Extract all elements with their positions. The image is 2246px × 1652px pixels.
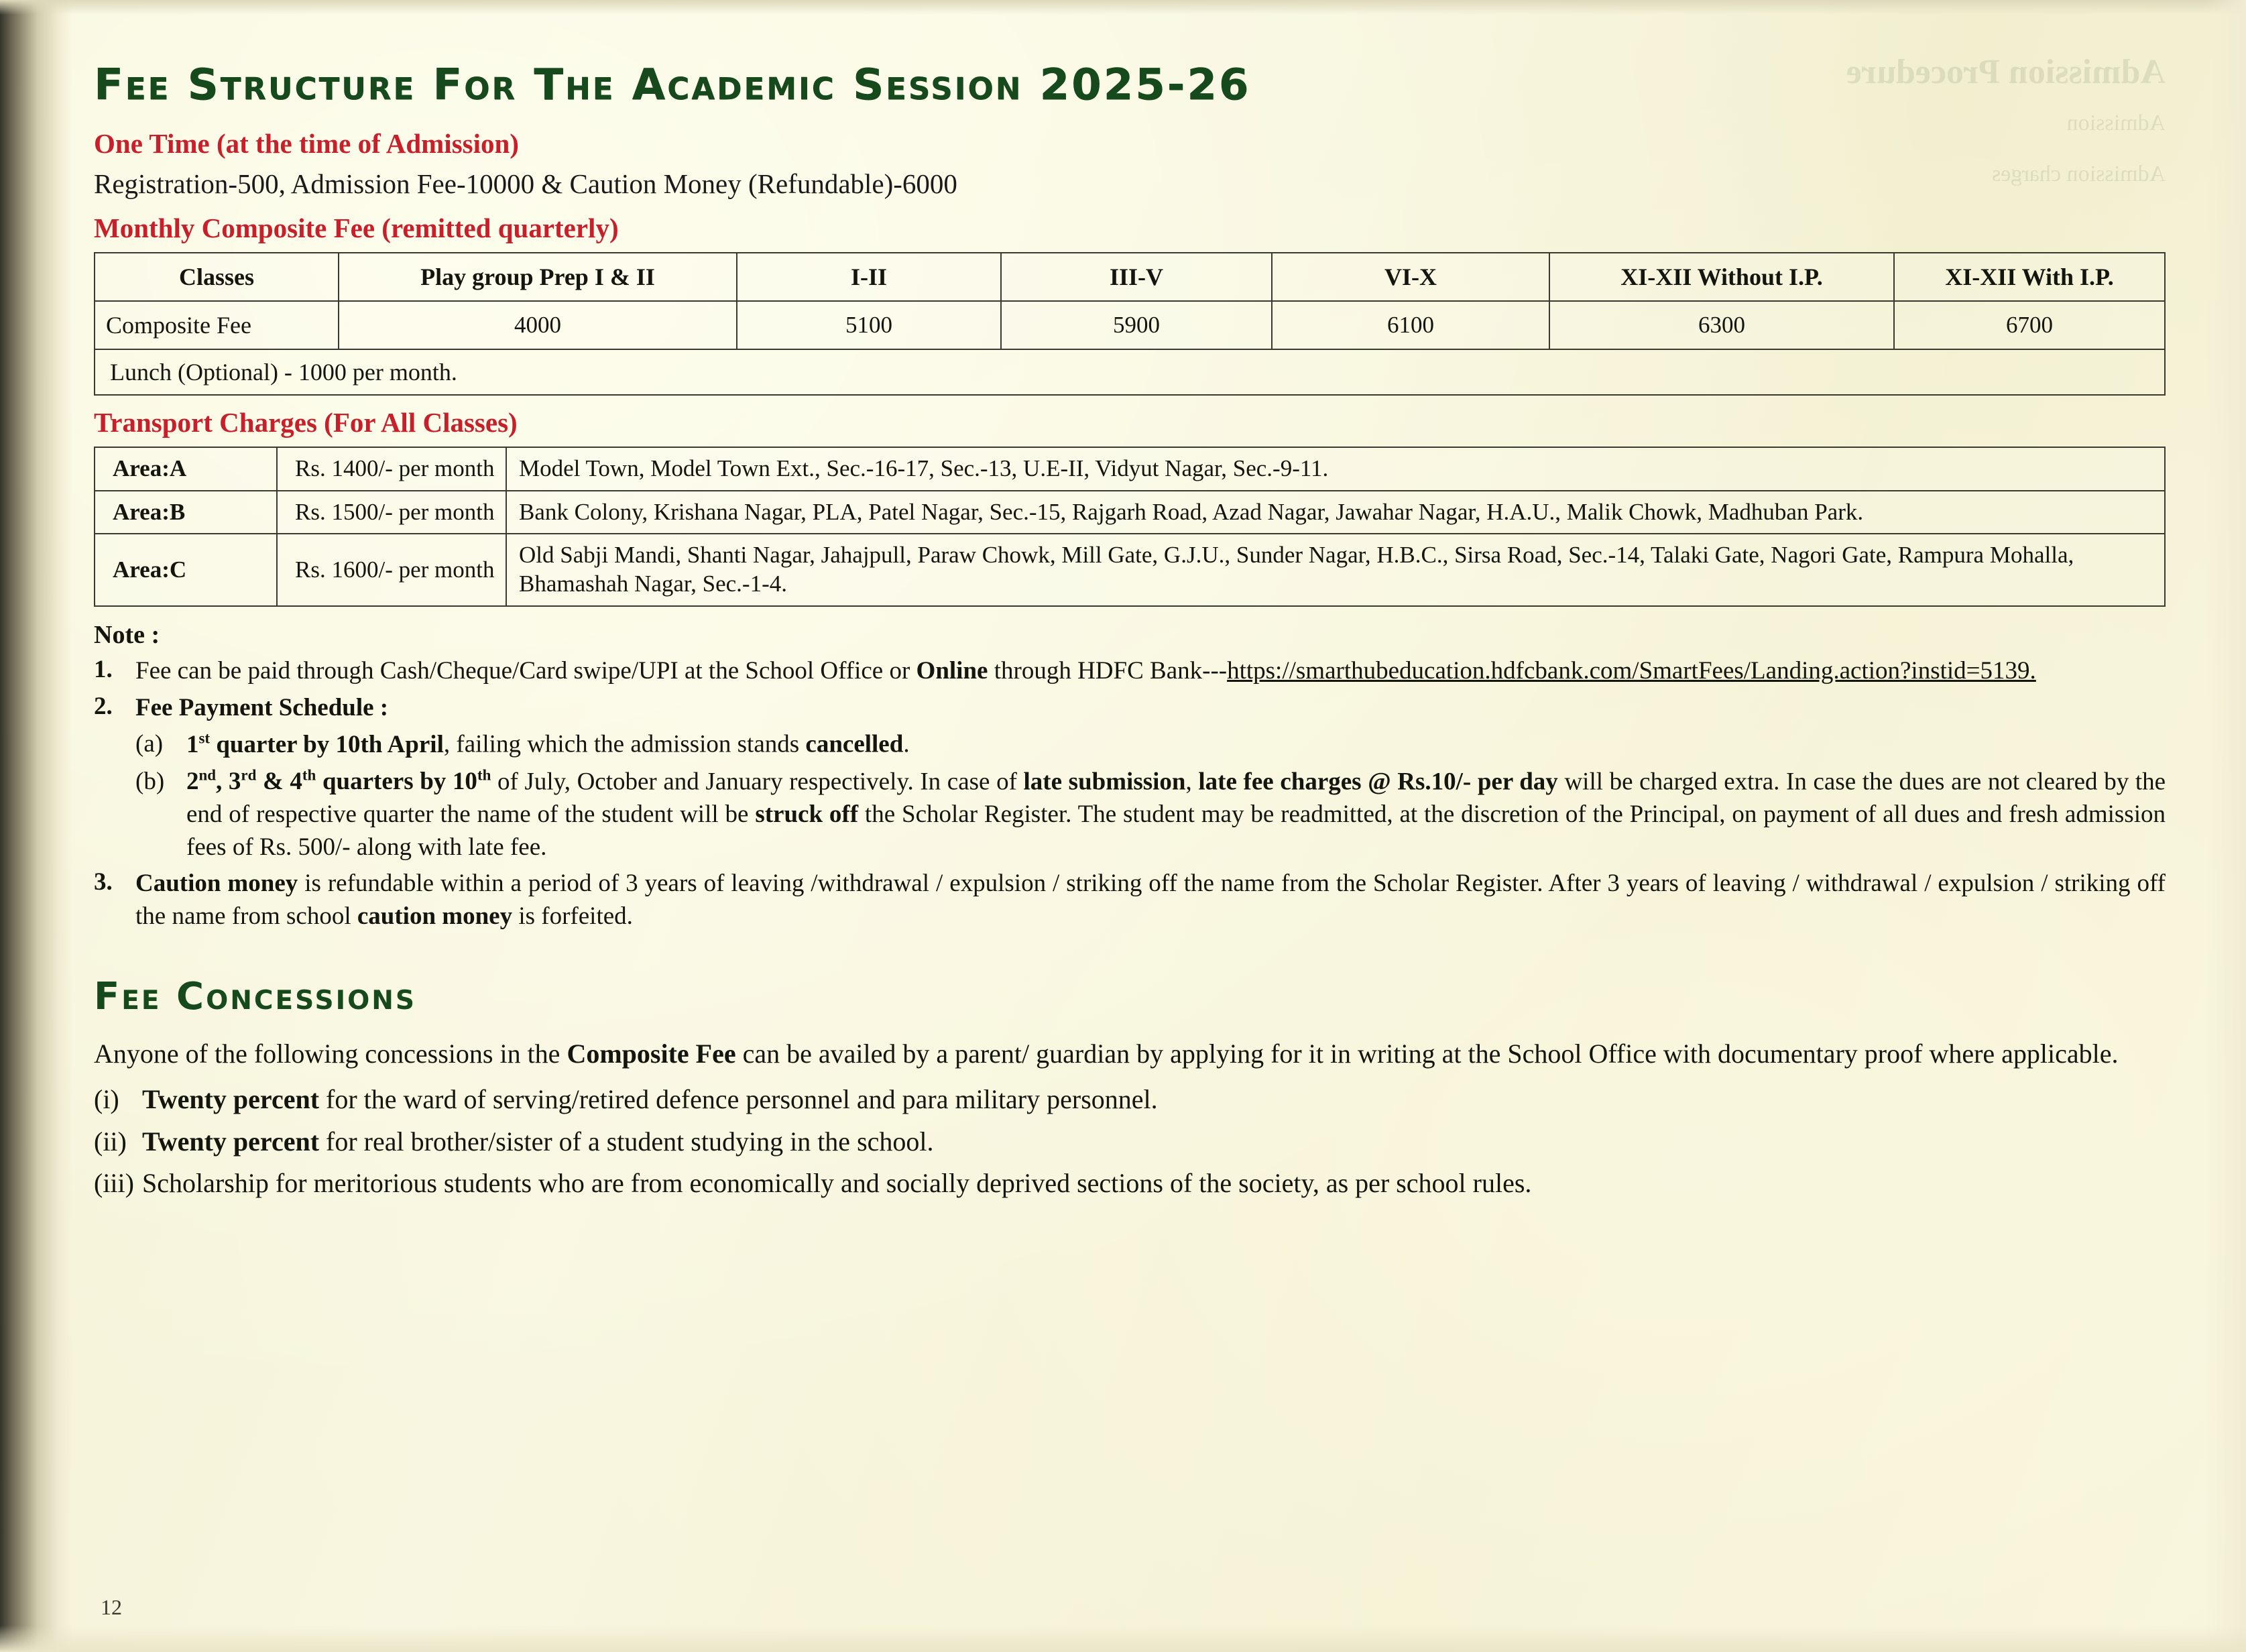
note-1-body [135, 655, 2166, 688]
hdfc-smartfees-link[interactable]: https://smarthubeducation.hdfcbank.com/SmartFees/Landing.action?instid=5139. [1227, 656, 2036, 685]
concessions-intro-bold: Composite Fee [567, 1039, 736, 1069]
note-2a-text-1: , failing which the admission stands [443, 730, 806, 758]
concession-bold-ii: Twenty percent [142, 1126, 320, 1157]
note-1-text-a: Fee can be paid through Cash/Cheque/Card swipe/UPI at the School Office or [135, 656, 917, 685]
note-2a-body [186, 728, 2166, 761]
note-2-number: 2. [94, 692, 113, 720]
note-3-body [135, 868, 2166, 933]
note-2b-bold-4: struck off [755, 800, 859, 828]
note-2b [135, 766, 2166, 864]
note-3-bold-1: Caution money [135, 870, 298, 898]
fee-col-vi-x: VI-X [1272, 253, 1549, 301]
note-item-1 [94, 655, 2166, 688]
transport-rate-a: Rs. 1400/- per month [277, 447, 506, 491]
note-3-text-2: is forfeited. [512, 902, 633, 931]
concessions-intro [94, 1036, 2166, 1072]
note-2-body [135, 692, 2166, 864]
one-time-heading: One Time (at the time of Admission) [94, 128, 519, 159]
note-2b-label: (b) [135, 767, 165, 795]
note-2b-text-3: will be charged extra. In case the dues are not cleared by the end of respective quarter the name of the student will be [186, 767, 2166, 828]
concession-rest-iii: Scholarship for meritorious students who are from economically and socially deprived sections of the society, as per school rules. [142, 1168, 1532, 1199]
note-2-title: Fee Payment Schedule : [135, 693, 389, 721]
concession-marker-i: (i) [94, 1084, 119, 1115]
concession-text-ii [142, 1124, 2166, 1160]
note-2b-bold-2: late submission [1023, 767, 1186, 795]
transport-places-b: Bank Colony, Krishana Nagar, PLA, Patel Nagar, Sec.-15, Rajgarh Road, Azad Nagar, Jawahar Nagar, H.A.U., Malik Chowk, Madhuban Park. [506, 491, 2165, 534]
transport-places-c: Old Sabji Mandi, Shanti Nagar, Jahajpull, Paraw Chowk, Mill Gate, G.J.U., Sunder Nagar, H.B.C., Sirsa Road, Sec.-14, Talaki Gate, Nagori Gate, Rampura Mohalla, Bhamashah Nagar, Sec.-1-4. [506, 534, 2165, 605]
fee-value-xi-xii-without-ip: 6300 [1549, 301, 1894, 349]
note-2b-bold-1: 2nd, 3rd & 4th quarters by 10th [186, 766, 491, 795]
scan-edge-left [0, 0, 72, 1652]
table-row [95, 534, 2165, 605]
concession-marker-iii: (iii) [94, 1168, 134, 1199]
table-row-header [95, 253, 2165, 301]
concession-text-iii [142, 1165, 2166, 1201]
fee-col-xi-xii-without-ip: XI-XII Without I.P. [1549, 253, 1894, 301]
concession-text-i [142, 1081, 2166, 1118]
fee-concessions-title: Fee Concessions [94, 975, 417, 1019]
note-item-2 [94, 692, 2166, 864]
note-2a-bold-1: 1st quarter by 10th April [186, 729, 444, 758]
list-item [94, 1081, 2166, 1118]
note-3-bold-2: caution money [357, 902, 513, 931]
table-row [95, 447, 2165, 491]
one-time-text: Registration-500, Admission Fee-10000 & Caution Money (Refundable)-6000 [94, 168, 957, 199]
ghost-line-1: Admission Procedure [1846, 53, 2166, 91]
note-item-3 [94, 868, 2166, 933]
concession-rest-i: for the ward of serving/retired defence personnel and para military personnel. [319, 1084, 1158, 1115]
scan-edge-top [0, 0, 2246, 15]
note-2b-bold-3: late fee charges @ Rs.10/- per day [1198, 767, 1558, 795]
fee-value-xi-xii-with-ip: 6700 [1894, 301, 2165, 349]
fee-col-xi-xii-with-ip: XI-XII With I.P. [1894, 253, 2165, 301]
transport-heading: Transport Charges (For All Classes) [94, 407, 518, 438]
note-3-text-1: is refundable within a period of 3 years of leaving /withdrawal / expulsion / striking off the name from the Scholar Register. After 3 years of leaving / withdrawal / expulsion / striking off the name from school [135, 870, 2166, 931]
ghost-line-2: Admission [2066, 111, 2166, 135]
concession-marker-ii: (ii) [94, 1126, 127, 1157]
transport-area-a: Area:A [95, 447, 277, 491]
transport-rate-b: Rs. 1500/- per month [277, 491, 506, 534]
page-number: 12 [101, 1595, 122, 1619]
note-1-text-b: through HDFC Bank--- [988, 656, 1228, 685]
note-2b-text-4: the Scholar Register. The student may be readmitted, at the discretion of the Principal, on payment of all dues and fresh admission fees of Rs. 500/- along with late fee. [186, 800, 2166, 861]
transport-places-a: Model Town, Model Town Ext., Sec.-16-17, Sec.-13, U.E-II, Vidyut Nagar, Sec.-9-11. [506, 447, 2165, 491]
transport-rate-c: Rs. 1600/- per month [277, 534, 506, 605]
ghost-line-3: Admission charges [1991, 162, 2166, 186]
list-item [94, 1165, 2166, 1201]
fee-col-classes: Classes [95, 253, 339, 301]
scan-edge-bottom [0, 1625, 2246, 1652]
note-1-number: 1. [94, 655, 113, 683]
fee-table [94, 252, 2166, 350]
fee-col-iii-v: III-V [1001, 253, 1272, 301]
fee-col-i-ii: I-II [737, 253, 1001, 301]
table-row [95, 491, 2165, 534]
note-2b-body [186, 766, 2166, 864]
fee-value-vi-x: 6100 [1272, 301, 1549, 349]
concessions-intro-a: Anyone of the following concessions in the [94, 1039, 567, 1069]
lunch-note: Lunch (Optional) - 1000 per month. [94, 350, 2166, 396]
concession-bold-i: Twenty percent [142, 1084, 320, 1115]
note-1-bold-online: Online [916, 656, 988, 685]
note-3-number: 3. [94, 868, 113, 896]
transport-area-c: Area:C [95, 534, 277, 605]
note-2b-text-1: of July, October and January respectively. In case of [491, 767, 1024, 795]
document-content [94, 60, 2166, 1207]
note-2a-text-2: . [903, 730, 910, 758]
fee-value-playgroup: 4000 [339, 301, 737, 349]
scan-edge-right [2206, 0, 2246, 1652]
list-item [94, 1124, 2166, 1160]
fee-value-i-ii: 5100 [737, 301, 1001, 349]
fee-col-playgroup: Play group Prep I & II [339, 253, 737, 301]
note-2b-text-2: , [1185, 767, 1199, 795]
notes-list [94, 655, 2166, 933]
note-2a-label: (a) [135, 730, 164, 758]
concessions-intro-b: can be availed by a parent/ guardian by applying for it in writing at the School Office with documentary proof where applicable. [735, 1039, 2119, 1069]
note-2a-bold-2: cancelled [805, 730, 904, 758]
table-row [95, 301, 2165, 349]
page-title: Fee Structure For The Academic Session 2025-26 [94, 60, 1251, 110]
fee-value-iii-v: 5900 [1001, 301, 1272, 349]
note-label: Note : [94, 620, 160, 649]
note-2a [135, 728, 2166, 761]
monthly-composite-heading: Monthly Composite Fee (remitted quarterly) [94, 213, 619, 243]
transport-area-b: Area:B [95, 491, 277, 534]
fee-row-label: Composite Fee [95, 301, 339, 349]
concession-rest-ii: for real brother/sister of a student studying in the school. [319, 1126, 934, 1157]
transport-table [94, 447, 2166, 607]
